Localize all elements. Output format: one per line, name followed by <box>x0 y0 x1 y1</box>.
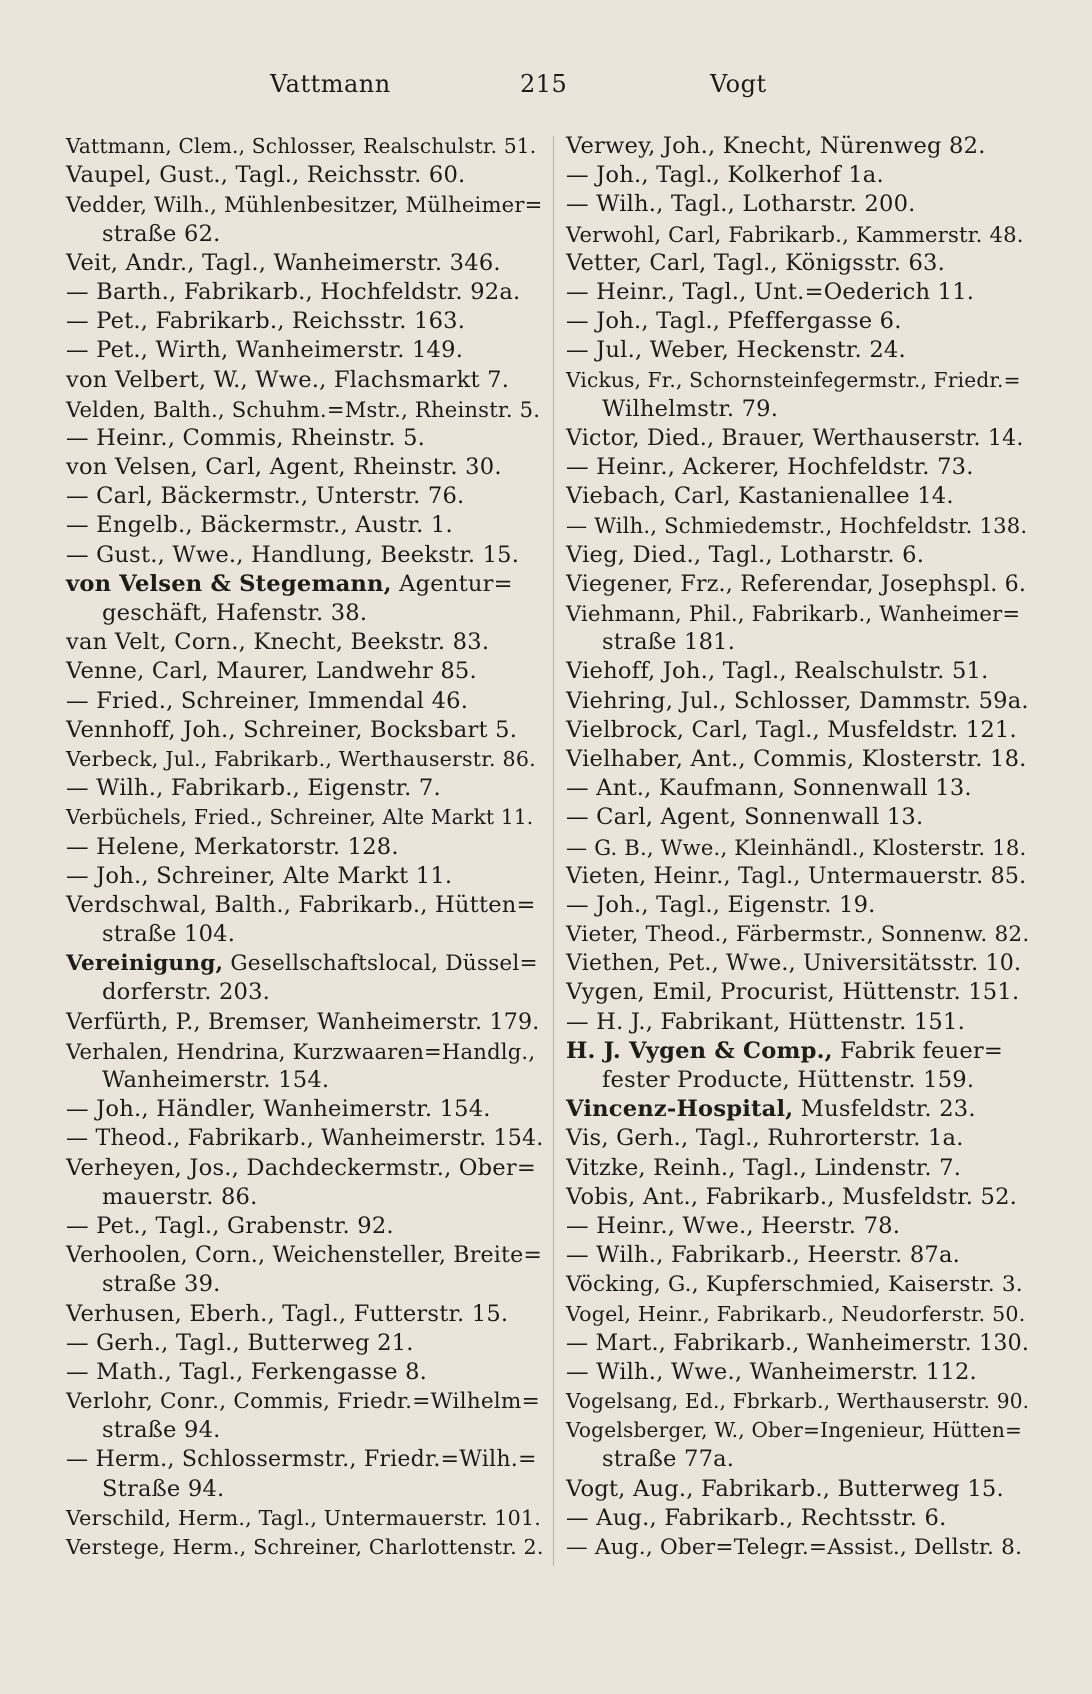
directory-entry: geschäft, Hafenstr. 38. <box>102 600 368 626</box>
directory-entry: — Carl, Bäckermstr., Unterstr. 76. <box>66 483 465 510</box>
directory-entry: — Joh., Tagl., Kolkerhof 1a. <box>566 162 884 189</box>
entry-heading: von Velsen & Stegemann, <box>66 570 392 597</box>
directory-entry: — Pet., Tagl., Grabenstr. 92. <box>66 1212 394 1239</box>
directory-entry: — Wilh., Schmiedemstr., Hochfeldstr. 138. <box>566 513 1028 539</box>
directory-entry: Viebach, Carl, Kastanienallee 14. <box>566 483 954 510</box>
directory-entry: — Heinr., Wwe., Heerstr. 78. <box>566 1212 901 1239</box>
directory-entry: — Pet., Fabrikarb., Reichsstr. 163. <box>66 308 466 335</box>
directory-entry: — Pet., Wirth, Wanheimerstr. 149. <box>66 337 464 364</box>
page-header <box>60 70 1032 110</box>
directory-entry: Verwey, Joh., Knecht, Nürenweg 82. <box>566 133 986 159</box>
directory-entry: H. J. Vygen & Comp., Fabrik feuer= <box>566 1037 1004 1064</box>
directory-entry: Vieter, Theod., Färbermstr., Sonnenw. 82. <box>566 922 1030 948</box>
directory-entry: Verfürth, P., Bremser, Wanheimerstr. 179. <box>66 1008 540 1035</box>
directory-entry: — Mart., Fabrikarb., Wanheimerstr. 130. <box>566 1329 1030 1356</box>
directory-entry: Victor, Died., Brauer, Werthauserstr. 14. <box>566 424 1024 451</box>
directory-entry: Wanheimerstr. 154. <box>102 1067 330 1093</box>
directory-entry: Verstege, Herm., Schreiner, Charlottenstr. 2. <box>66 1535 544 1559</box>
right-column <box>566 132 1030 1562</box>
directory-entry: Vogt, Aug., Fabrikarb., Butterweg 15. <box>566 1475 1004 1502</box>
directory-entry: — Aug., Ober=Telegr.=Assist., Dellstr. 8. <box>566 1535 1023 1560</box>
directory-entry: Vedder, Wilh., Mühlenbesitzer, Mülheimer= <box>66 192 543 218</box>
directory-entry: — H. J., Fabrikant, Hüttenstr. 151. <box>566 1008 965 1035</box>
directory-entry: Vygen, Emil, Procurist, Hüttenstr. 151. <box>566 979 1020 1006</box>
page-number: 215 <box>520 70 568 98</box>
directory-entry: — Wilh., Fabrikarb., Eigenstr. 7. <box>66 775 441 802</box>
directory-entry: Vincenz-Hospital, Musfeldstr. 23. <box>566 1096 976 1123</box>
directory-entry: — Heinr., Tagl., Unt.=Oederich 11. <box>566 278 975 305</box>
directory-entry: — Gust., Wwe., Handlung, Beekstr. 15. <box>66 541 520 568</box>
directory-entry: Vobis, Ant., Fabrikarb., Musfeldstr. 52. <box>566 1183 1018 1210</box>
directory-entry: Viethen, Pet., Wwe., Universitätsstr. 10. <box>566 950 1022 977</box>
directory-entry: — Helene, Merkatorstr. 128. <box>66 833 399 860</box>
directory-entry: Verheyen, Jos., Dachdeckermstr., Ober= <box>66 1154 536 1181</box>
directory-entry: straße 62. <box>102 220 221 247</box>
left-column <box>66 132 544 1562</box>
directory-entry: Vielhaber, Ant., Commis, Klosterstr. 18. <box>566 745 1027 772</box>
directory-entry: — Joh., Schreiner, Alte Markt 11. <box>66 862 453 889</box>
directory-entry: Viehring, Jul., Schlosser, Dammstr. 59a. <box>566 687 1029 714</box>
directory-entry: Vielbrock, Carl, Tagl., Musfeldstr. 121. <box>566 716 1017 743</box>
directory-entry: — Theod., Fabrikarb., Wanheimerstr. 154. <box>66 1125 544 1152</box>
directory-entry: — Aug., Fabrikarb., Rechtsstr. 6. <box>566 1504 947 1531</box>
directory-entry: Verschild, Herm., Tagl., Untermauerstr. 101. <box>66 1505 542 1530</box>
directory-entry: — Herm., Schlossermstr., Friedr.=Wilh.= <box>66 1446 537 1473</box>
directory-entry: — Joh., Tagl., Pfeffergasse 6. <box>566 308 902 335</box>
directory-entry: Vis, Gerh., Tagl., Ruhrorterstr. 1a. <box>566 1125 964 1152</box>
directory-entry: Wilhelmstr. 79. <box>602 395 779 422</box>
directory-entry: Verdschwal, Balth., Fabrikarb., Hütten= <box>66 891 536 918</box>
directory-entry: straße 39. <box>102 1271 221 1298</box>
directory-entry: Vickus, Fr., Schornsteinfegermstr., Friedr.= <box>566 367 1021 392</box>
header-left-keyword: Vattmann <box>270 70 391 98</box>
directory-entry: van Velt, Corn., Knecht, Beekstr. 83. <box>66 629 490 656</box>
directory-entry: — Joh., Händler, Wanheimerstr. 154. <box>66 1096 491 1123</box>
directory-entry: straße 104. <box>102 921 236 948</box>
directory-entry: dorferstr. 203. <box>102 979 271 1006</box>
directory-entry: Vieg, Died., Tagl., Lotharstr. 6. <box>566 541 925 568</box>
directory-entry: Verbeck, Jul., Fabrikarb., Werthauserstr. 86. <box>66 746 536 771</box>
header-right-keyword: Vogt <box>710 70 767 98</box>
directory-entry: Velden, Balth., Schuhm.=Mstr., Rheinstr. 5. <box>66 396 541 422</box>
directory-entry: straße 181. <box>602 629 736 656</box>
directory-entry: Vogel, Heinr., Fabrikarb., Neudorferstr. 50. <box>566 1301 1026 1326</box>
directory-entry: Vaupel, Gust., Tagl., Reichsstr. 60. <box>66 162 466 189</box>
directory-entry: Vogelsang, Ed., Fbrkarb., Werthauserstr. 90. <box>566 1389 1030 1414</box>
directory-entry: Venne, Carl, Maurer, Landwehr 85. <box>66 658 477 685</box>
directory-entry: Verwohl, Carl, Fabrikarb., Kammerstr. 48. <box>566 221 1024 247</box>
directory-entry: — Ant., Kaufmann, Sonnenwall 13. <box>566 775 972 802</box>
directory-entry: — Barth., Fabrikarb., Hochfeldstr. 92a. <box>66 278 521 305</box>
directory-entry: von Velbert, W., Wwe., Flachsmarkt 7. <box>66 366 510 393</box>
directory-entry: — G. B., Wwe., Kleinhändl., Klosterstr. 18. <box>566 834 1027 860</box>
directory-entry: Veit, Andr., Tagl., Wanheimerstr. 346. <box>66 249 501 276</box>
directory-entry: Vattmann, Clem., Schlosser, Realschulstr. 51. <box>66 134 537 158</box>
directory-entry: Vogelsberger, W., Ober=Ingenieur, Hütten= <box>566 1418 1022 1443</box>
directory-entry: — Wilh., Wwe., Wanheimerstr. 112. <box>566 1358 977 1385</box>
directory-entry: Vöcking, G., Kupferschmied, Kaiserstr. 3. <box>566 1272 1023 1298</box>
directory-entry: von Velsen, Carl, Agent, Rheinstr. 30. <box>66 454 502 481</box>
entry-heading: H. J. Vygen & Comp., <box>566 1037 833 1064</box>
directory-entry: Viegener, Frz., Referendar, Josephspl. 6. <box>566 570 1027 597</box>
directory-entry: Straße 94. <box>102 1475 225 1502</box>
directory-entry: straße 94. <box>102 1417 221 1444</box>
directory-entry: — Engelb., Bäckermstr., Austr. 1. <box>66 512 453 539</box>
directory-entry: Vereinigung, Gesellschaftslocal, Düssel= <box>66 951 538 977</box>
directory-entry: Viehmann, Phil., Fabrikarb., Wanheimer= <box>566 601 1021 626</box>
directory-entry: — Carl, Agent, Sonnenwall 13. <box>566 804 924 831</box>
directory-entry: — Gerh., Tagl., Butterweg 21. <box>66 1329 414 1356</box>
directory-entry: — Jul., Weber, Heckenstr. 24. <box>566 337 906 364</box>
directory-entry: — Heinr., Commis, Rheinstr. 5. <box>66 424 426 451</box>
directory-entry: — Heinr., Ackerer, Hochfeldstr. 73. <box>566 454 974 481</box>
directory-entry: — Joh., Tagl., Eigenstr. 19. <box>566 891 876 918</box>
directory-entry: Verhoolen, Corn., Weichensteller, Breite= <box>66 1242 543 1269</box>
entry-heading: Vereinigung, <box>66 951 224 977</box>
directory-entry: mauerstr. 86. <box>102 1183 258 1210</box>
directory-entry: — Math., Tagl., Ferkengasse 8. <box>66 1358 428 1385</box>
directory-entry: Verhusen, Eberh., Tagl., Futterstr. 15. <box>66 1300 509 1327</box>
directory-entry: Verlohr, Conr., Commis, Friedr.=Wilhelm= <box>66 1389 540 1415</box>
directory-entry: fester Producte, Hüttenstr. 159. <box>602 1067 975 1093</box>
directory-entry: Vieten, Heinr., Tagl., Untermauerstr. 85. <box>566 862 1027 889</box>
directory-entry: — Wilh., Tagl., Lotharstr. 200. <box>566 191 916 218</box>
directory-entry: Viehoff, Joh., Tagl., Realschulstr. 51. <box>566 658 989 685</box>
directory-entry: Verhalen, Hendrina, Kurzwaaren=Handlg., <box>66 1038 536 1064</box>
directory-entry: Verbüchels, Fried., Schreiner, Alte Markt 11. <box>66 805 534 830</box>
directory-entry: Vennhoff, Joh., Schreiner, Bocksbart 5. <box>66 716 518 743</box>
directory-entry: — Wilh., Fabrikarb., Heerstr. 87a. <box>566 1242 961 1269</box>
entry-heading: Vincenz-Hospital, <box>566 1096 794 1123</box>
directory-entry: straße 77a. <box>602 1446 735 1473</box>
directory-entry: Vetter, Carl, Tagl., Königsstr. 63. <box>566 249 945 276</box>
directory-entry: Vitzke, Reinh., Tagl., Lindenstr. 7. <box>566 1154 962 1181</box>
column-divider <box>553 136 554 1566</box>
directory-entry: — Fried., Schreiner, Immendal 46. <box>66 687 469 714</box>
directory-entry: von Velsen & Stegemann, Agentur= <box>66 570 513 597</box>
